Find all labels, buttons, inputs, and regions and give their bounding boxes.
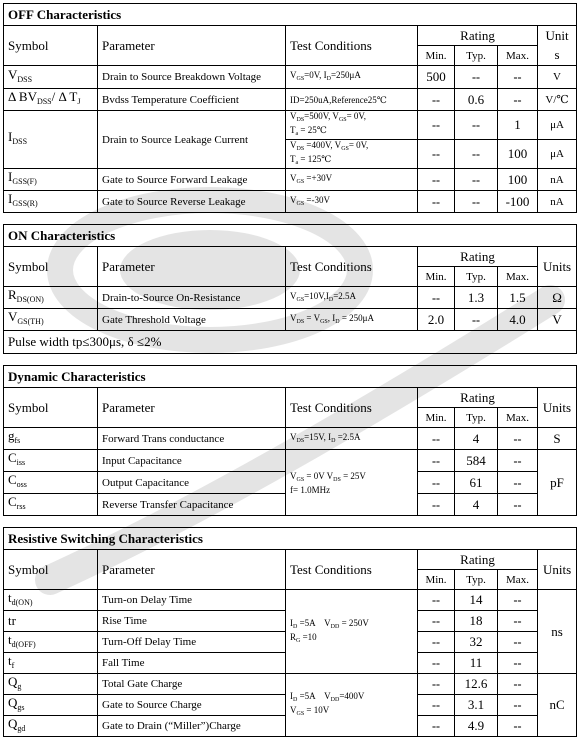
symbol-cell: $C_{rss}$ xyxy=(4,494,98,516)
min-value: -- xyxy=(418,695,455,716)
min-value: -- xyxy=(418,169,455,191)
min-header: Min. xyxy=(418,570,455,590)
units-header: Units xyxy=(538,247,577,287)
max-value: -- xyxy=(498,428,538,450)
symbol-cell: $C_{oss}$ xyxy=(4,472,98,494)
max-value: -- xyxy=(498,590,538,611)
max-value: -- xyxy=(498,611,538,632)
characteristics-table xyxy=(3,3,577,213)
max-value: -- xyxy=(498,472,538,494)
symbol-header: Symbol xyxy=(4,388,98,428)
parameter-cell: Forward Trans conductance xyxy=(98,428,286,450)
typ-value: 3.1 xyxy=(455,695,498,716)
symbol-cell: $Q_g$ xyxy=(4,674,98,695)
min-value: -- xyxy=(418,611,455,632)
table-row xyxy=(4,309,577,331)
typ-header: Typ. xyxy=(455,408,498,428)
condition-cell: $I_D =5A$ $V_{DD}=400V$ $V_{GS} = 10V$ xyxy=(286,674,418,737)
unit-header: Unit xyxy=(538,26,577,46)
test-conditions-header: Test Conditions xyxy=(286,247,418,287)
table-row xyxy=(4,169,577,191)
table-row xyxy=(4,191,577,213)
typ-value: 1.3 xyxy=(455,287,498,309)
condition-cell: $V_{DS}=500V$, $V_{GS}= 0V$, $T_a$ = 25℃ xyxy=(286,111,418,140)
typ-value: 4.9 xyxy=(455,716,498,737)
parameter-cell: Gate to Source Forward Leakage xyxy=(98,169,286,191)
symbol-header: Symbol xyxy=(4,247,98,287)
parameter-cell: Input Capacitance xyxy=(98,450,286,472)
parameter-header: Parameter xyxy=(98,26,286,66)
table-row xyxy=(4,287,577,309)
datasheet xyxy=(3,3,576,737)
parameter-cell: Output Capacitance xyxy=(98,472,286,494)
typ-header: Typ. xyxy=(455,46,498,66)
dynamic-characteristics-table xyxy=(3,365,577,516)
test-conditions-header: Test Conditions xyxy=(286,388,418,428)
symbol-cell: $V_{GS(TH)}$ xyxy=(4,309,98,331)
max-value: 4.0 xyxy=(498,309,538,331)
unit-value: nA xyxy=(538,169,577,191)
table-row xyxy=(4,89,577,111)
min-value: -- xyxy=(418,140,455,169)
unit-value: V xyxy=(538,309,577,331)
max-value: -- xyxy=(498,494,538,516)
table-row xyxy=(4,590,577,611)
max-value: 100 xyxy=(498,140,538,169)
parameter-cell: Reverse Transfer Capacitance xyxy=(98,494,286,516)
symbol-cell: $V_{DSS}$ xyxy=(4,66,98,89)
test-conditions-header: Test Conditions xyxy=(286,550,418,590)
min-value: -- xyxy=(418,632,455,653)
max-value: -- xyxy=(498,66,538,89)
max-value: -- xyxy=(498,674,538,695)
condition-cell: $V_{GS} =+30V$ xyxy=(286,169,418,191)
symbol-cell: $t_f$ xyxy=(4,653,98,674)
unit-value: μA xyxy=(538,140,577,169)
rating-header: Rating xyxy=(418,247,538,267)
parameter-cell: Turn-Off Delay Time xyxy=(98,632,286,653)
symbol-cell: $I_{GSS(F)}$ xyxy=(4,169,98,191)
max-value: -- xyxy=(498,89,538,111)
max-value: -- xyxy=(498,632,538,653)
max-value: -- xyxy=(498,653,538,674)
min-value: -- xyxy=(418,428,455,450)
symbol-header: Symbol xyxy=(4,26,98,66)
parameter-cell: Gate to Source Charge xyxy=(98,695,286,716)
symbol-cell: $I_{GSS(R)}$ xyxy=(4,191,98,213)
symbol-cell: tr xyxy=(4,611,98,632)
min-header: Min. xyxy=(418,46,455,66)
unit-value: ns xyxy=(538,590,577,674)
typ-value: -- xyxy=(455,309,498,331)
max-header: Max. xyxy=(498,267,538,287)
parameter-cell: Drain to Source Breakdown Voltage xyxy=(98,66,286,89)
parameter-header: Parameter xyxy=(98,388,286,428)
off-section-title: OFF Characteristics xyxy=(4,4,577,26)
typ-value: 14 xyxy=(455,590,498,611)
parameter-cell: Gate Threshold Voltage xyxy=(98,309,286,331)
typ-value: 32 xyxy=(455,632,498,653)
min-header: Min. xyxy=(418,267,455,287)
condition-cell: $V_{GS} = 0V$ $V_{DS} = 25V$ f= 1.0MHz xyxy=(286,450,418,516)
unit-value: nA xyxy=(538,191,577,213)
parameter-cell: Rise Time xyxy=(98,611,286,632)
max-value: 1 xyxy=(498,111,538,140)
unit-value: V/℃ xyxy=(538,89,577,111)
min-value: -- xyxy=(418,450,455,472)
unit-value: S xyxy=(538,428,577,450)
table-row xyxy=(4,428,577,450)
typ-value: -- xyxy=(455,66,498,89)
typ-value: 4 xyxy=(455,494,498,516)
table-row xyxy=(4,66,577,89)
rating-header: Rating xyxy=(418,388,538,408)
unit-value: V xyxy=(538,66,577,89)
rating-header: Rating xyxy=(418,26,538,46)
parameter-cell: Bvdss Temperature Coefficient xyxy=(98,89,286,111)
min-value: -- xyxy=(418,653,455,674)
switching-characteristics-table xyxy=(3,527,577,737)
symbol-cell: $I_{DSS}$ xyxy=(4,111,98,169)
typ-header: Typ. xyxy=(455,267,498,287)
symbol-header: Symbol xyxy=(4,550,98,590)
min-value: -- xyxy=(418,674,455,695)
min-value: -- xyxy=(418,472,455,494)
parameter-cell: Total Gate Charge xyxy=(98,674,286,695)
symbol-cell: $t_{d(ON)}$ xyxy=(4,590,98,611)
min-header: Min. xyxy=(418,408,455,428)
max-header: Max. xyxy=(498,570,538,590)
units-header: Units xyxy=(538,550,577,590)
typ-value: -- xyxy=(455,169,498,191)
table-row xyxy=(4,450,577,472)
symbol-cell: $R_{DS(ON)}$ xyxy=(4,287,98,309)
parameter-cell: Drain to Source Leakage Current xyxy=(98,111,286,169)
symbol-cell: $Q_{gs}$ xyxy=(4,695,98,716)
parameter-cell: Turn-on Delay Time xyxy=(98,590,286,611)
max-value: -- xyxy=(498,716,538,737)
table-row xyxy=(4,111,577,140)
max-value: -- xyxy=(498,695,538,716)
min-value: -- xyxy=(418,494,455,516)
min-value: -- xyxy=(418,716,455,737)
switching-section-title: Resistive Switching Characteristics xyxy=(4,528,577,550)
symbol-cell: $C_{iss}$ xyxy=(4,450,98,472)
typ-value: 4 xyxy=(455,428,498,450)
parameter-cell: Drain-to-Source On-Resistance xyxy=(98,287,286,309)
condition-cell: $I_D =5A$ $V_{DD} = 250V$ $R_G =10$ xyxy=(286,590,418,674)
unit-value: μA xyxy=(538,111,577,140)
min-value: 2.0 xyxy=(418,309,455,331)
typ-header: Typ. xyxy=(455,570,498,590)
unit-header-suffix: s xyxy=(538,46,577,66)
units-header: Units xyxy=(538,388,577,428)
typ-value: -- xyxy=(455,140,498,169)
min-value: -- xyxy=(418,89,455,111)
unit-value: nC xyxy=(538,674,577,737)
symbol-cell: $Q_{gd}$ xyxy=(4,716,98,737)
condition-cell: $V_{GS} =-30V$ xyxy=(286,191,418,213)
rating-header: Rating xyxy=(418,550,538,570)
typ-value: 12.6 xyxy=(455,674,498,695)
typ-value: 18 xyxy=(455,611,498,632)
max-value: 100 xyxy=(498,169,538,191)
condition-cell: $V_{GS}=10V,I_D=2.5A$ xyxy=(286,287,418,309)
typ-value: -- xyxy=(455,111,498,140)
table-row xyxy=(4,674,577,695)
min-value: 500 xyxy=(418,66,455,89)
condition-cell: $V_{DS} =400V$, $V_{GS}= 0V$, $T_a$ = 125℃ xyxy=(286,140,418,169)
max-header: Max. xyxy=(498,408,538,428)
parameter-cell: Fall Time xyxy=(98,653,286,674)
parameter-header: Parameter xyxy=(98,247,286,287)
symbol-cell: $t_{d(OFF)}$ xyxy=(4,632,98,653)
min-value: -- xyxy=(418,191,455,213)
test-conditions-header: Test Conditions xyxy=(286,26,418,66)
pulse-width-note: Pulse width tp≤300μs, δ ≤2% xyxy=(4,331,577,354)
parameter-cell: Gate to Drain (“Miller”)Charge xyxy=(98,716,286,737)
unit-value: pF xyxy=(538,450,577,516)
parameter-header: Parameter xyxy=(98,550,286,590)
typ-value: 11 xyxy=(455,653,498,674)
typ-value: 61 xyxy=(455,472,498,494)
symbol-cell: Δ $BV_{DSS}/$ Δ $T_J$ xyxy=(4,89,98,111)
dynamic-section-title: Dynamic Characteristics xyxy=(4,366,577,388)
condition-cell: ID=250uA,Reference25℃ xyxy=(286,89,418,111)
typ-value: -- xyxy=(455,191,498,213)
on-section-title: ON Characteristics xyxy=(4,225,577,247)
on-characteristics-table xyxy=(3,224,577,354)
unit-value: Ω xyxy=(538,287,577,309)
max-value: 1.5 xyxy=(498,287,538,309)
max-header: Max. xyxy=(498,46,538,66)
min-value: -- xyxy=(418,590,455,611)
max-value: -- xyxy=(498,450,538,472)
condition-cell: $V_{GS}=0V$, $I_D=250\mu A$ xyxy=(286,66,418,89)
min-value: -- xyxy=(418,287,455,309)
typ-value: 0.6 xyxy=(455,89,498,111)
typ-value: 584 xyxy=(455,450,498,472)
min-value: -- xyxy=(418,111,455,140)
symbol-cell: $g_{fs}$ xyxy=(4,428,98,450)
parameter-cell: Gate to Source Reverse Leakage xyxy=(98,191,286,213)
max-value: -100 xyxy=(498,191,538,213)
condition-cell: $V_{DS}=15V$, $I_D =2.5A$ xyxy=(286,428,418,450)
condition-cell: $V_{DS} = V_{GS}$, $I_D = 250\mu A$ xyxy=(286,309,418,331)
